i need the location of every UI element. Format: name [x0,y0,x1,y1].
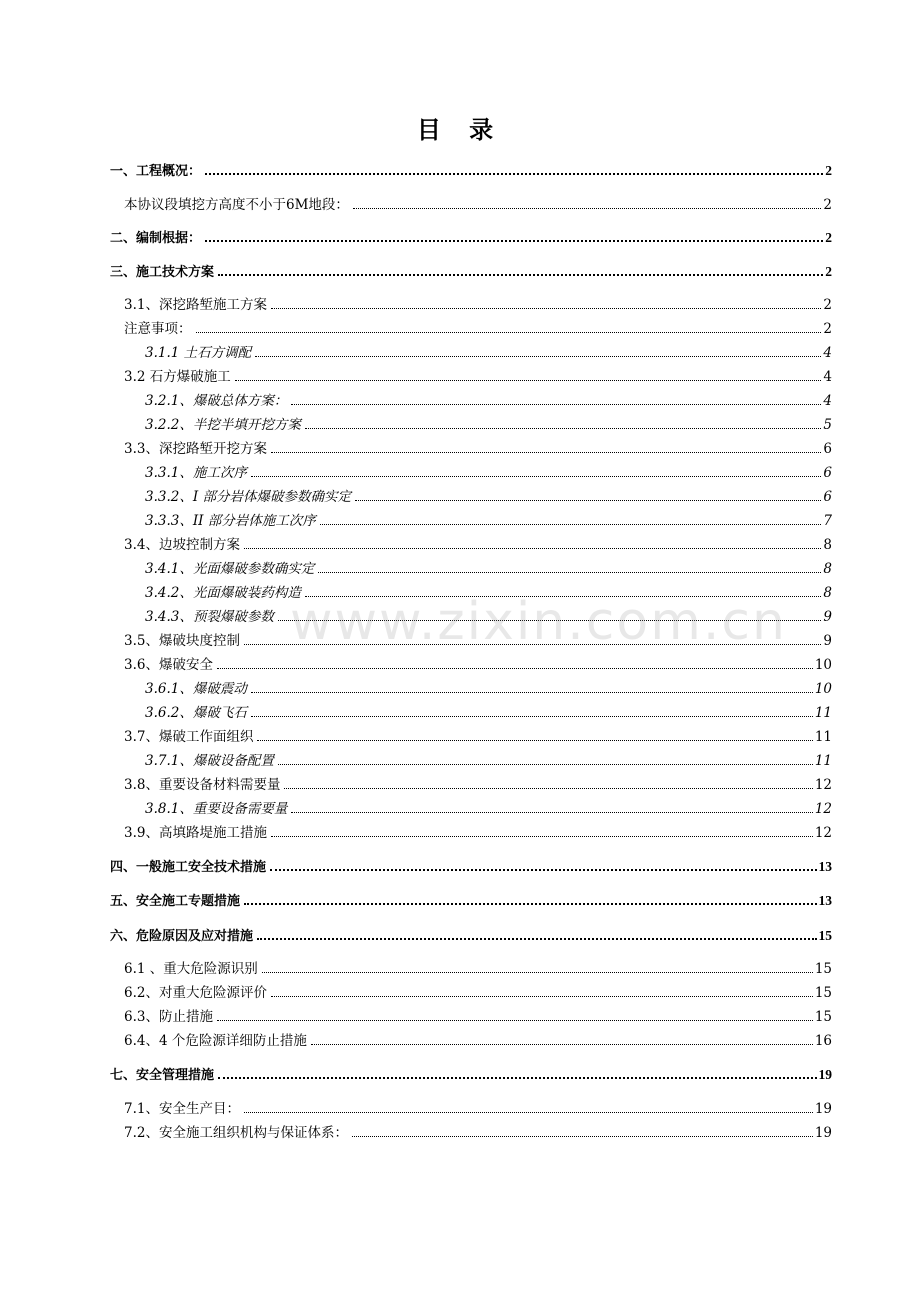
toc-entry[interactable] [124,1124,832,1142]
toc-entry-label: 3.3.3、II 部分岩体施工次序 [145,513,316,529]
toc-leader-dots [251,692,813,693]
toc-leader-dots [205,240,823,242]
toc-entry[interactable] [145,800,832,818]
toc-entry-page-number: 8 [823,537,832,553]
toc-entry-label: 3.2.1、爆破总体方案： [145,393,288,409]
toc-entry-label: 3.1.1 土石方调配 [145,345,252,361]
toc-leader-dots [218,1077,816,1079]
toc-leader-dots [235,380,822,381]
toc-entry-page-number: 2 [823,197,832,213]
toc-entry[interactable] [145,512,832,530]
toc-entry-page-number: 12 [814,777,832,793]
toc-leader-dots [291,404,821,405]
toc-entry-page-number: 4 [823,369,832,385]
toc-entry[interactable] [124,1032,832,1050]
toc-leader-dots [353,208,821,209]
toc-entry-label: 一、工程概况： [110,164,202,179]
toc-entry[interactable] [124,984,832,1002]
toc-leader-dots [355,500,821,501]
toc-entry-label: 四、一般施工安全技术措施 [110,860,267,875]
toc-entry[interactable] [110,1066,832,1085]
watermark: www.zixin.com.cn [290,592,787,652]
toc-entry[interactable] [124,440,832,458]
toc-leader-dots [284,788,812,789]
toc-entry-label: 3.5、爆破块度控制 [124,633,240,649]
toc-entry-page-number: 6 [823,441,832,457]
toc-entry-label: 3.6.2、爆破飞石 [145,705,247,721]
toc-entry-page-number: 16 [814,1033,832,1049]
toc-entry-page-number: 8 [823,585,832,601]
toc-leader-dots [205,173,823,175]
toc-entry-page-number: 19 [818,1067,832,1082]
toc-entry-label: 五、安全施工专题措施 [110,894,241,909]
toc-entry[interactable] [110,927,832,946]
toc-entry-label: 3.4.2、光面爆破装药构造 [145,585,301,601]
toc-entry-page-number: 4 [823,393,832,409]
toc-leader-dots [218,274,823,276]
toc-leader-dots [271,996,813,997]
toc-entry-page-number: 15 [814,1009,832,1025]
toc-entry-page-number: 10 [814,657,832,673]
toc-entry-label: 本协议段填挖方高度不小于6M地段： [124,197,349,213]
toc-entry-label: 3.1、深挖路堑施工方案 [124,297,267,313]
toc-entry-label: 六、危险原因及应对措施 [110,929,254,944]
toc-entry[interactable] [124,1008,832,1026]
toc-entry-page-number: 19 [814,1101,832,1117]
toc-entry-label: 七、安全管理措施 [110,1068,215,1083]
toc-entry-page-number: 8 [823,561,832,577]
toc-entry-page-number: 11 [814,705,832,721]
toc-entry-page-number: 11 [814,729,832,745]
toc-entry-label: 3.7、爆破工作面组织 [124,729,254,745]
toc-entry-page-number: 15 [814,961,832,977]
toc-entry-label: 3.4、边坡控制方案 [124,537,240,553]
toc-entry-page-number: 15 [814,985,832,1001]
toc-entry-label: 6.1 、重大危险源识别 [124,961,258,977]
toc-entry-page-number: 10 [814,681,832,697]
toc-leader-dots [244,1112,813,1113]
toc-entry[interactable] [124,960,832,978]
toc-entry[interactable] [124,320,832,338]
toc-leader-dots [262,972,813,973]
toc-entry-page-number: 11 [814,753,832,769]
toc-entry[interactable] [145,416,832,434]
toc-leader-dots [305,428,822,429]
toc-entry-label: 3.6、爆破安全 [124,657,213,673]
toc-entry[interactable] [145,680,832,698]
toc-entry-page-number: 12 [814,801,832,817]
toc-entry-page-number: 19 [814,1125,832,1141]
page-title: 目 录 [416,115,504,144]
toc-leader-dots [257,740,812,741]
toc-entry[interactable] [124,776,832,794]
toc-leader-dots [270,869,816,871]
toc-entry-label: 3.9、高填路堤施工措施 [124,825,267,841]
toc-entry-label: 6.4、4 个危险源详细防止措施 [124,1033,307,1049]
toc-leader-dots [291,812,812,813]
toc-leader-dots [244,548,821,549]
toc-leader-dots [318,572,821,573]
toc-entry-page-number: 9 [823,633,832,649]
toc-entry[interactable] [110,229,832,248]
toc-entry-label: 3.2.2、半挖半填开挖方案 [145,417,301,433]
toc-leader-dots [251,716,813,717]
toc-entry-label: 3.8.1、重要设备需要量 [145,801,288,817]
toc-entry[interactable] [145,344,832,362]
toc-entry[interactable] [110,263,832,282]
toc-leader-dots [278,764,813,765]
toc-entry-label: 3.6.1、爆破震动 [145,681,247,697]
toc-leader-dots [257,938,816,940]
toc-entry[interactable] [124,536,832,554]
toc-entry-page-number: 6 [823,465,832,481]
toc-leader-dots [311,1044,813,1045]
toc-entry-page-number: 2 [823,297,832,313]
toc-entry-label: 3.8、重要设备材料需要量 [124,777,281,793]
toc-entry[interactable] [145,704,832,722]
toc-leader-dots [217,668,813,669]
toc-entry-label: 7.1、安全生产目： [124,1101,240,1117]
toc-leader-dots [244,903,816,905]
toc-entry[interactable] [124,296,832,314]
toc-entry[interactable] [110,858,832,877]
toc-entry-page-number: 13 [818,859,832,874]
toc-entry[interactable] [145,752,832,770]
toc-entry-label: 3.3、深挖路堑开挖方案 [124,441,267,457]
toc-entry-page-number: 6 [823,489,832,505]
toc-entry-label: 3.2 石方爆破施工 [124,369,231,385]
toc-entry-label: 6.2、对重大危险源评价 [124,985,267,1001]
toc-entry[interactable] [145,464,832,482]
toc-entry-page-number: 2 [825,264,832,279]
toc-entry[interactable] [124,368,832,386]
toc-entry-label: 二、编制根据： [110,231,202,246]
toc-entry-label: 3.3.2、I 部分岩体爆破参数确实定 [145,489,351,505]
toc-entry-page-number: 12 [814,825,832,841]
toc-entry[interactable] [145,560,832,578]
toc-entry-page-number: 7 [823,513,832,529]
toc-entry-label: 6.3、防止措施 [124,1009,213,1025]
toc-leader-dots [271,452,821,453]
toc-leader-dots [271,836,813,837]
toc-entry[interactable] [124,1100,832,1118]
toc-entry[interactable] [124,196,832,214]
toc-entry[interactable] [145,392,832,410]
toc-entry[interactable] [124,824,832,842]
toc-entry-page-number: 13 [818,893,832,908]
toc-entry-label: 3.7.1、爆破设备配置 [145,753,274,769]
toc-leader-dots [196,332,822,333]
toc-entry-label: 7.2、安全施工组织机构与保证体系： [124,1125,348,1141]
toc-entry-page-number: 5 [823,417,832,433]
toc-entry-page-number: 4 [823,345,832,361]
toc-entry-label: 注意事项： [124,321,192,337]
toc-entry-label: 3.3.1、施工次序 [145,465,247,481]
toc-leader-dots [271,308,821,309]
toc-entry-page-number: 2 [823,321,832,337]
toc-entry[interactable] [124,656,832,674]
toc-leader-dots [320,524,822,525]
toc-entry-page-number: 9 [823,609,832,625]
toc-entry-page-number: 2 [825,163,832,178]
toc-entry-label: 三、施工技术方案 [110,265,215,280]
toc-entry[interactable] [124,728,832,746]
toc-leader-dots [352,1136,813,1137]
toc-entry-page-number: 15 [818,928,832,943]
toc-entry-page-number: 2 [825,230,832,245]
toc-entry[interactable] [145,488,832,506]
toc-entry-label: 3.4.1、光面爆破参数确实定 [145,561,315,577]
toc-leader-dots [255,356,821,357]
toc-entry[interactable] [110,162,832,181]
toc-entry-label: 3.4.3、预裂爆破参数 [145,609,274,625]
toc-leader-dots [251,476,822,477]
toc-leader-dots [217,1020,813,1021]
toc-entry[interactable] [110,892,832,911]
